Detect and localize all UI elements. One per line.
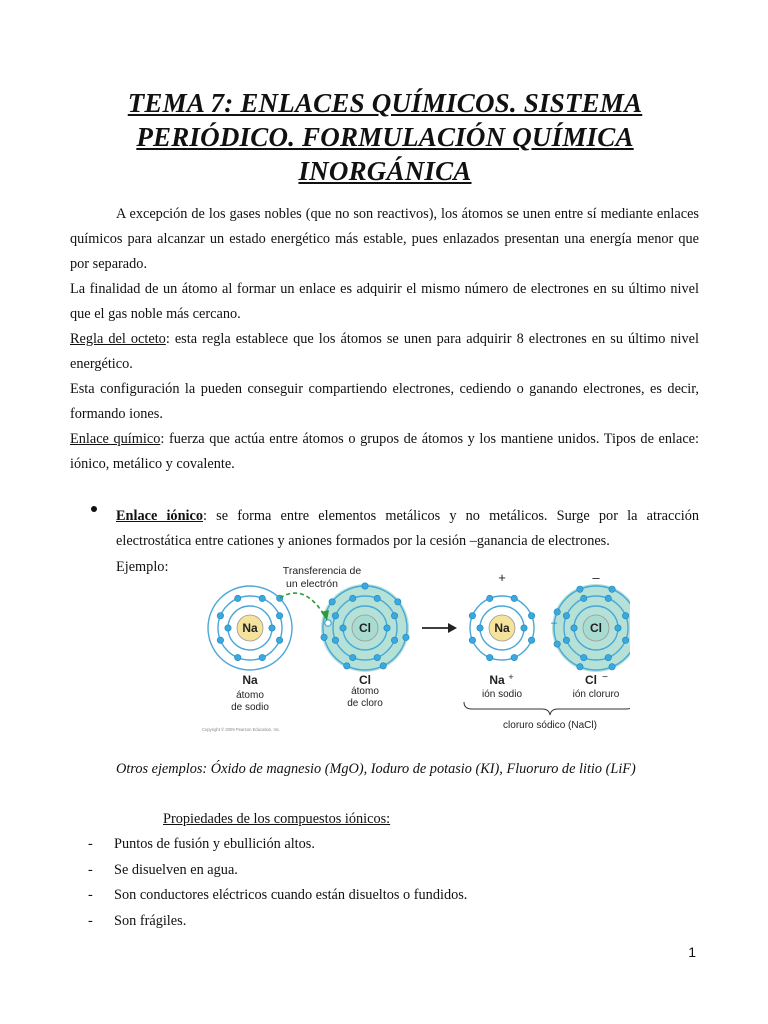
copyright-note: Copyright © 2009 Pearson Education, Inc. [202,727,281,732]
cl-atom-electron [332,613,338,619]
transferred-electron [325,620,331,626]
page-number: 1 [688,944,696,960]
cl-atom-electron [332,637,338,643]
na-atom-electron [217,637,223,643]
na-ion-electron [487,595,493,601]
page-title [90,86,680,188]
na-ion-electron [469,613,475,619]
na-ion-symbol: Na [494,621,510,635]
enlace-quimico-term: Enlace químico [70,431,161,447]
reaction-arrow-head [448,623,457,633]
enlace-ionico-term: Enlace iónico [116,508,204,524]
list-item: - Son conductores eléctricos cuando están disueltos o fundidos. [88,887,468,903]
intro-paragraph: A excepción de los gases nobles (que no son reactivos), los átomos se unen entre sí mediante enlaces químicos para alcanzar un estado energético más estable, pues enlazados presentan una energía menor que por separado. [70,206,699,272]
cl-atom-electron [395,599,401,605]
cl-ion-electron [622,637,628,643]
na-atom-symbol: Na [242,621,258,635]
cl-ion-electron [577,586,583,592]
list-item: - Se disuelven en agua. [88,861,238,878]
transfer-label-2: un electrón [286,578,338,590]
compound-label: cloruro sódico (NaCl) [503,720,597,731]
na-ion-electron [487,654,493,660]
finalidad-paragraph: La finalidad de un átomo al formar un enlace es adquirir el mismo número de electrones en su último nivel que el gas noble más cercano. [70,281,699,322]
na-atom-electron [217,613,223,619]
cl-atom-electron [391,637,397,643]
na-ion-electron [477,625,483,631]
configuracion-paragraph: Esta configuración la pueden conseguir compartiendo electrones, cediendo o ganando electrones, es decir, formando iones. [70,381,699,422]
regla-octeto-paragraph: Regla del octeto: esta regla establece que los átomos se unen para adquirir 8 electrones en su último nivel energético. [70,331,699,372]
cl-ion-electron [605,654,611,660]
na-atom-electron [269,625,275,631]
na-atom-label: Na [242,673,258,687]
cl-atom-sub-1: átomo [351,686,379,697]
na-ion-electron [528,613,534,619]
na-atom-sub-1: átomo [236,690,264,701]
ejemplo-label: Ejemplo: [116,559,169,575]
na-ion-charge: + [508,672,514,682]
na-ion-electron [528,637,534,643]
na-atom-electron [235,654,241,660]
na-atom-electron [225,625,231,631]
na-atom-sub-2: de sodio [231,702,269,713]
cl-atom-electron [374,595,380,601]
cl-atom-symbol: Cl [359,621,371,635]
cl-ion-electron [571,625,577,631]
transfer-arrow [280,593,326,618]
title-line-2: PERIÓDICO. FORMULACIÓN QUÍMICA [136,122,634,152]
propiedades-title: Propiedades de los compuestos iónicos: [163,811,391,827]
propiedades-list [88,832,467,934]
cl-ion-side-minus: – [550,617,558,629]
na-atom-electron [259,654,265,660]
cl-atom-label: Cl [359,673,371,687]
cl-atom-electron [321,634,327,640]
list-item: - Puntos de fusión y ebullición altos. [88,836,315,852]
na-ion-electron [511,654,517,660]
cl-atom-electron [403,634,409,640]
title-line-1: TEMA 7: ENLACES QUÍMICOS. SISTEMA [127,88,643,118]
cl-atom-electron [374,654,380,660]
na-ion-plus-sign: + [498,570,506,585]
cl-ion-electron [563,613,569,619]
na-atom-electron [259,595,265,601]
cl-ion-minus-sign: – [592,570,600,585]
list-item: - Son frágiles. [88,912,187,929]
cl-ion-symbol: Cl [590,621,602,635]
cl-atom-electron [362,583,368,589]
cl-atom-sub-2: de cloro [347,698,383,709]
cl-atom-electron [391,613,397,619]
cl-ion-electron [577,664,583,670]
cl-atom-electron [350,595,356,601]
cl-atom-electron [380,663,386,669]
enlace-ionico-paragraph: Enlace iónico: se forma entre elementos metálicos y no metálicos. Surge por la atracción electrostática entre cationes y aniones formados por la cesión –ganancia de electrones. [116,508,699,549]
na-atom-electron [276,637,282,643]
cl-atom-electron [329,599,335,605]
cl-ion-electron [554,609,560,615]
na-ion-electron [521,625,527,631]
ionic-bond-diagram [200,560,630,735]
regla-octeto-term: Regla del octeto [70,331,166,347]
cl-atom-electron [350,654,356,660]
enlace-quimico-paragraph: Enlace químico: fuerza que actúa entre átomos o grupos de átomos y los mantiene unidos. Tipos de enlace: iónico, metálico y covalente. [70,431,699,472]
compound-brace [464,702,630,715]
cl-atom-electron [344,663,350,669]
cl-ion-electron [605,595,611,601]
cl-ion-charge: − [602,672,608,683]
cl-ion-electron [615,625,621,631]
na-atom-electron [235,595,241,601]
cl-ion-electron [609,586,615,592]
cl-ion-electron [563,637,569,643]
cl-ion-electron [581,654,587,660]
cl-ion-electron [609,664,615,670]
title-line-3: INORGÁNICA [298,156,472,186]
transfer-label-1: Transferencia de [282,565,362,577]
cl-atom-electron [384,625,390,631]
na-ion-label: Na [489,673,505,687]
cl-ion-electron [554,641,560,647]
na-atom-electron [276,613,282,619]
cl-ion-label: Cl [585,673,597,687]
na-ion-sub: ión sodio [481,689,523,700]
bullet-icon [91,506,97,512]
na-ion-electron [469,637,475,643]
cl-ion-electron [581,595,587,601]
cl-atom-electron [340,625,346,631]
cl-ion-sub: ión cloruro [572,689,620,700]
na-ion-electron [511,595,517,601]
otros-ejemplos: Otros ejemplos: Óxido de magnesio (MgO), Ioduro de potasio (KI), Fluoruro de litio (LiF) [116,761,636,777]
cl-ion-electron [622,613,628,619]
